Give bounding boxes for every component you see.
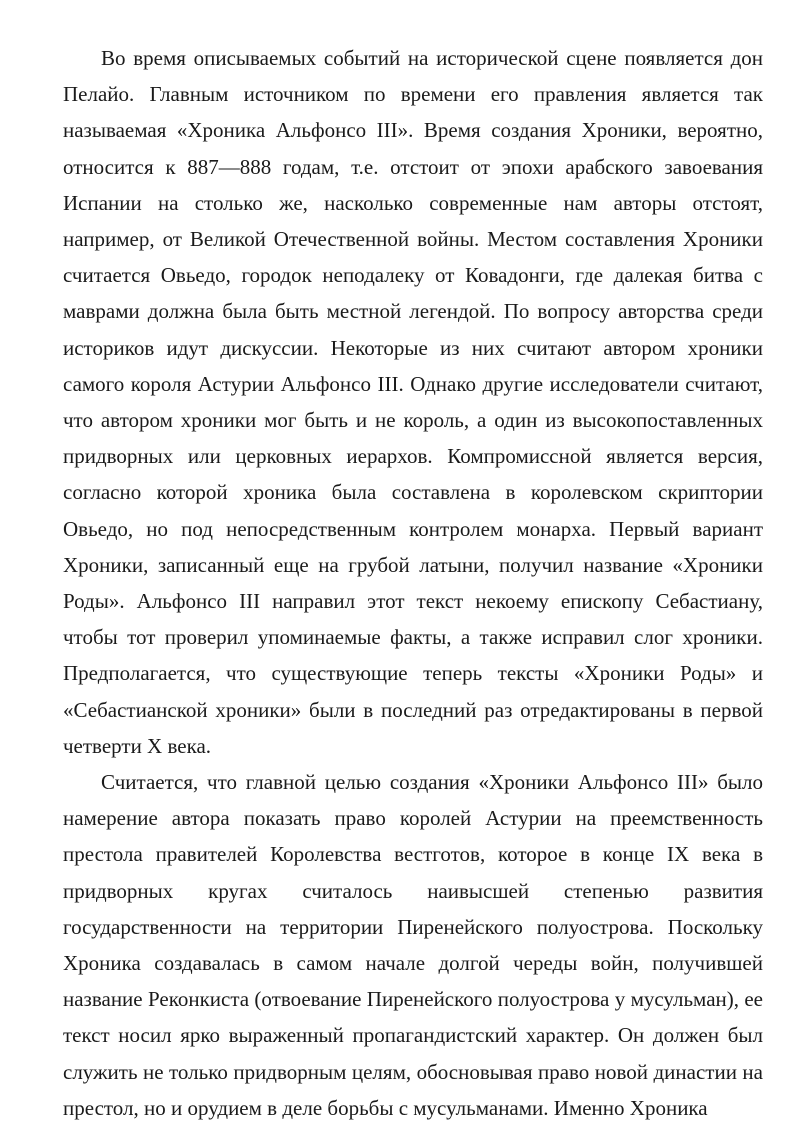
paragraph-1: Во время описываемых событий на исторической сцене появляется дон Пелайо. Главным источником по времени его правления является так называемая «Хроника Альфонсо III». Время создания Хроники, вероятно, относится к 887—888 годам, т.е. отстоит от эпохи арабского завоевания Испании на столько же, насколько современные нам авторы отстоят, например, от Великой Отечественной войны. Местом составления Хроники считается Овьедо, городок неподалеку от Ковадонги, где далекая битва с маврами должна была быть местной легендой. По вопросу авторства среди историков идут дискуссии. Некоторые из них считают автором хроники самого короля Астурии Альфонсо III. Однако другие исследователи считают, что автором хроники мог быть и не король, а один из высокопоставленных придворных или церковных иерархов. Компромиссной является версия, согласно которой хроника была составлена в королевском скриптории Овьедо, но под непосредственным контролем монарха. Первый вариант Хроники, записанный еще на грубой латыни, получил название «Хроники Роды». Альфонсо III направил этот текст некоему епископу Себастиану, чтобы тот проверил упоминаемые факты, а также исправил слог хроники. Предполагается, что существующие теперь тексты «Хроники Роды» и «Себастианской хроники» были в последний раз отредактированы в первой четверти X века.	[63, 46, 763, 758]
paragraph-2: Считается, что главной целью создания «Хроники Альфонсо III» было намерение автора показать право королей Астурии на преемственность престола правителей Королевства вестготов, которое в конце IX века в придворных кругах считалось наивысшей степенью развития государственности на территории Пиренейского полуострова. Поскольку Хроника создавалась в самом начале долгой череды войн, получившей название Реконкиста (отвоевание Пиренейского полуострова у мусульман), ее текст носил ярко выраженный пропагандистский характер. Он должен был служить не только придворным целям, обосновывая право новой династии на престол, но и орудием в деле борьбы с мусульманами. Именно Хроника	[63, 770, 763, 1120]
document-page	[63, 40, 763, 1126]
